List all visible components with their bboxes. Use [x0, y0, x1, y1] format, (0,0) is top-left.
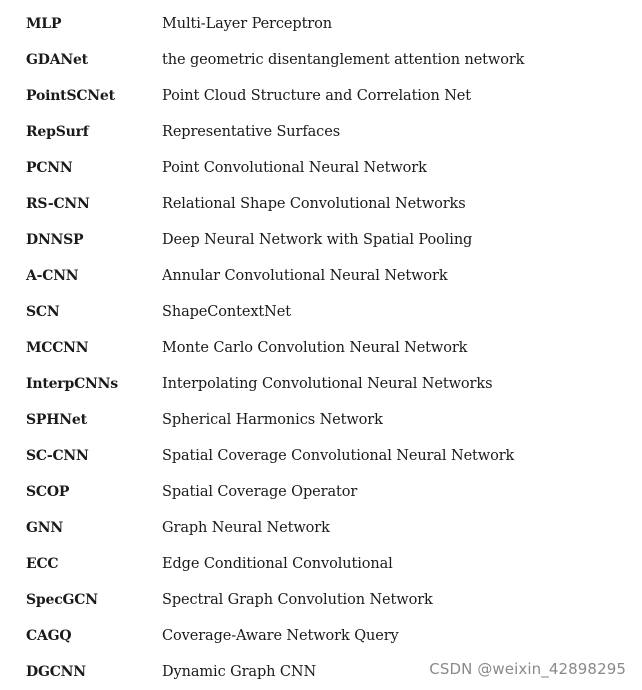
definition: Deep Neural Network with Spatial Pooling: [162, 232, 473, 248]
table-row: [26, 294, 626, 330]
definition: Multi-Layer Perceptron: [162, 16, 333, 32]
abbreviation: CAGQ: [26, 628, 72, 644]
definition: Spherical Harmonics Network: [162, 412, 383, 428]
definition: Monte Carlo Convolution Neural Network: [162, 340, 468, 356]
table-row: [26, 402, 626, 438]
definition: Representative Surfaces: [162, 124, 341, 140]
abbreviation: MLP: [26, 16, 62, 32]
abbreviation: SPHNet: [26, 412, 87, 428]
table-row: [26, 474, 626, 510]
definition: Graph Neural Network: [162, 520, 330, 536]
definition: Coverage-Aware Network Query: [162, 628, 399, 644]
definition: Spatial Coverage Operator: [162, 484, 358, 500]
table-row: [26, 6, 626, 42]
definition: Relational Shape Convolutional Networks: [162, 196, 466, 212]
watermark: CSDN @weixin_42898295: [429, 660, 626, 678]
abbreviation: DNNSP: [26, 232, 84, 248]
abbreviation: ECC: [26, 556, 59, 572]
table-row: [26, 582, 626, 618]
table-row: [26, 510, 626, 546]
abbreviation: SCOP: [26, 484, 70, 500]
abbreviation: SC-CNN: [26, 448, 89, 464]
abbreviation: PointSCNet: [26, 88, 115, 104]
abbreviation: SCN: [26, 304, 60, 320]
table-row: [26, 78, 626, 114]
table-row: [26, 546, 626, 582]
table-row: [26, 114, 626, 150]
abbreviation: MCCNN: [26, 340, 89, 356]
definition: Interpolating Convolutional Neural Networks: [162, 376, 493, 392]
table-row: [26, 366, 626, 402]
abbreviation-table: [26, 6, 626, 690]
table-row: [26, 438, 626, 474]
table-row: [26, 258, 626, 294]
abbreviation: A-CNN: [26, 268, 79, 284]
abbreviation: SpecGCN: [26, 592, 98, 608]
definition: Point Cloud Structure and Correlation Net: [162, 88, 472, 104]
table-row: [26, 150, 626, 186]
abbreviation: PCNN: [26, 160, 73, 176]
definition: Spectral Graph Convolution Network: [162, 592, 433, 608]
table-row: [26, 42, 626, 78]
table-row: [26, 186, 626, 222]
abbreviation: GDANet: [26, 52, 88, 68]
table-row: [26, 330, 626, 366]
definition: Point Convolutional Neural Network: [162, 160, 427, 176]
definition: ShapeContextNet: [162, 304, 291, 320]
definition: Spatial Coverage Convolutional Neural Network: [162, 448, 515, 464]
definition: Edge Conditional Convolutional: [162, 556, 393, 572]
abbreviation: DGCNN: [26, 664, 86, 680]
abbreviation: RepSurf: [26, 124, 89, 140]
table-row: [26, 222, 626, 258]
definition: Dynamic Graph CNN: [162, 664, 317, 680]
table-row: [26, 618, 626, 654]
definition: Annular Convolutional Neural Network: [162, 268, 448, 284]
abbreviation: InterpCNNs: [26, 376, 118, 392]
definition: the geometric disentanglement attention network: [162, 52, 525, 68]
abbreviation: GNN: [26, 520, 63, 536]
abbreviation: RS-CNN: [26, 196, 90, 212]
